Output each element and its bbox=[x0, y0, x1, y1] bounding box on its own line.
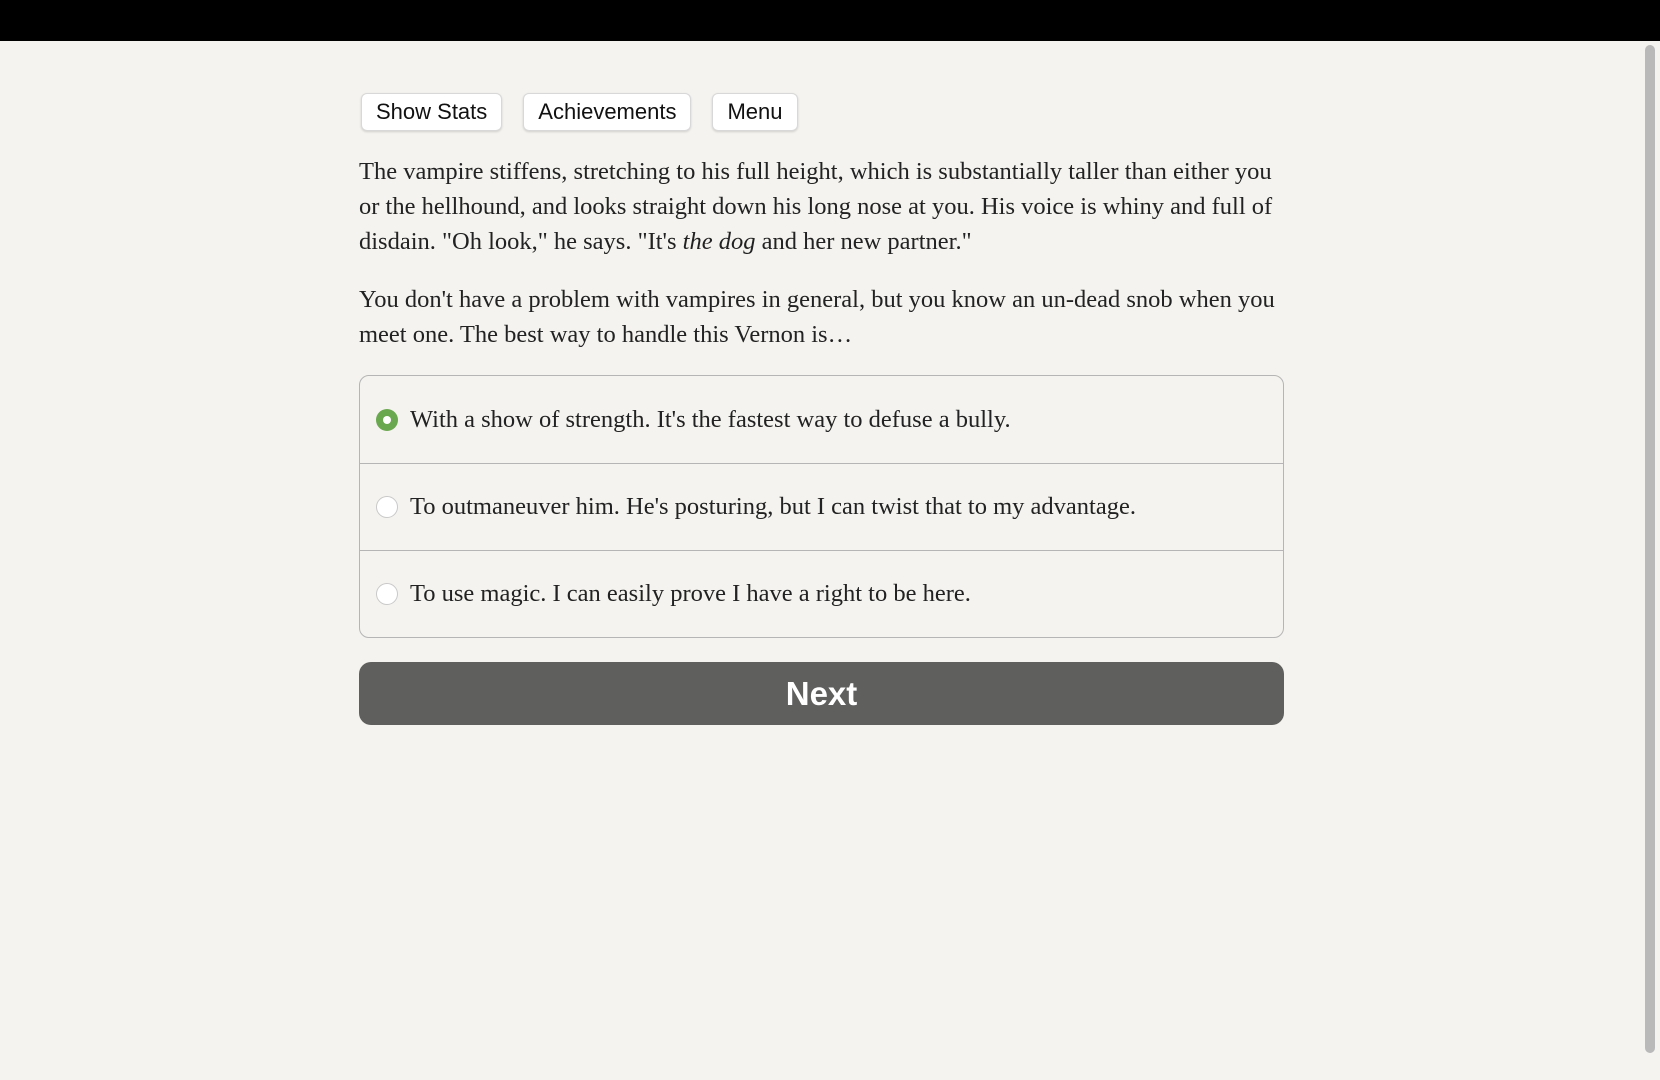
story-emphasis: the dog bbox=[682, 228, 756, 255]
story-paragraph-1-end: and her new partner." bbox=[755, 228, 972, 255]
radio-unselected-icon[interactable] bbox=[376, 496, 398, 518]
choice-option-2[interactable] bbox=[360, 463, 1283, 550]
achievements-button[interactable]: Achievements bbox=[523, 93, 691, 131]
choice-label: To outmaneuver him. He's posturing, but I can twist that to my advantage. bbox=[410, 493, 1136, 520]
radio-selected-icon[interactable] bbox=[376, 409, 398, 431]
radio-unselected-icon[interactable] bbox=[376, 583, 398, 605]
next-button[interactable]: Next bbox=[359, 662, 1284, 725]
choice-option-1[interactable] bbox=[360, 376, 1283, 463]
choice-list bbox=[359, 375, 1284, 638]
window-top-bar bbox=[0, 0, 1660, 41]
toolbar bbox=[359, 93, 1284, 131]
menu-button[interactable]: Menu bbox=[712, 93, 797, 131]
vertical-scrollbar[interactable] bbox=[1640, 41, 1660, 1080]
story-paragraph-2: You don't have a problem with vampires in general, but you know an un-dead snob when you meet one. The best way to handle this Vernon is… bbox=[359, 286, 1275, 348]
story-paragraph-1-start: The vampire stiffens, stretching to his full height, which is substantially taller than either you or the hellhound, and looks straight down his long nose at you. His voice is whiny and full of disdain. "Oh look," he says. "It's bbox=[359, 158, 1273, 255]
story-text bbox=[359, 154, 1284, 352]
game-content bbox=[359, 93, 1284, 725]
choice-label: With a show of strength. It's the fastest way to defuse a bully. bbox=[410, 405, 1011, 433]
show-stats-button[interactable]: Show Stats bbox=[361, 93, 502, 131]
scrollbar-thumb[interactable] bbox=[1645, 45, 1655, 1053]
story-paragraph-1 bbox=[359, 154, 1284, 259]
choice-option-3[interactable] bbox=[360, 550, 1283, 637]
choice-label: To use magic. I can easily prove I have a right to be here. bbox=[410, 580, 971, 607]
